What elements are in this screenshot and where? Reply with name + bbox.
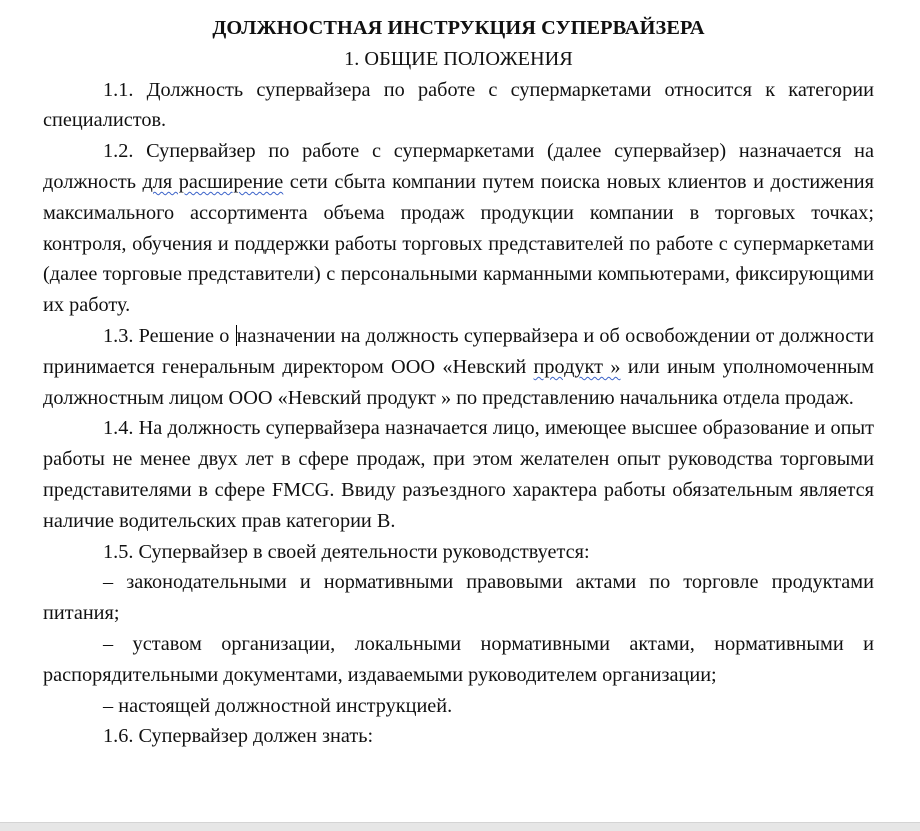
paragraph-1-2-end: сети сбыта компании путем поиска новых клиентов и достижения максимального ассортимента объема продаж продукции компании в торговых точках; контроля, обучения и поддержки работы торговых представителей по работе с супермаркетами (далее торговые представители) с персональными карманными компьютерами, фиксирующими их работу. <box>43 170 874 317</box>
list-item: – законодательными и нормативными правовыми актами по торговле продуктами питания; <box>43 571 874 625</box>
paragraph-1-2-start: 1.2. Супервайзер по работе с супермаркетами (далее супервайзер) назначается на должность <box>43 140 874 193</box>
paragraph-1-6: 1.6. Супервайзер должен знать: <box>103 725 374 748</box>
paragraph-1-2 <box>43 136 874 321</box>
paragraph-1-3 <box>43 321 874 413</box>
list-item: – настоящей должностной инструкцией. <box>103 694 453 717</box>
spellcheck-flag-company[interactable]: продукт » <box>533 355 621 378</box>
paragraph-1-1: 1.1. Должность супервайзера по работе с супермаркетами относится к категории специалистов. <box>43 78 874 132</box>
spellcheck-flag-phrase[interactable]: для расширение <box>142 170 284 193</box>
section-title: 1. ОБЩИЕ ПОЛОЖЕНИЯ <box>344 47 573 70</box>
paragraph-1-3-middle: назначении на должность супервайзера и об освобождении от должности принимается генеральным директором ООО «Невский <box>43 324 874 378</box>
paragraph-1-4: 1.4. На должность супервайзера назначается лицо, имеющее высшее образование и опыт работы не менее двух лет в сфере продаж, при этом желателен опыт руководства торговыми представителями в сфере FMCG. Ввиду разъездного характера работы обязательным является наличие водительских прав категории В. <box>43 417 874 532</box>
paragraph-1-5: 1.5. Супервайзер в своей деятельности руководствуется: <box>103 540 590 563</box>
document-body[interactable] <box>43 13 874 752</box>
paragraph-1-3-start: 1.3. Решение о <box>103 324 235 347</box>
list-item: – уставом организации, локальными нормативными актами, нормативными и распорядительными документами, издаваемыми руководителем организации; <box>43 632 874 686</box>
paragraph-1-3-end: или иным уполномоченным должностным лицом ООО «Невский продукт » по представлению начальника отдела продаж. <box>43 355 875 409</box>
document-title: ДОЛЖНОСТНАЯ ИНСТРУКЦИЯ СУПЕРВАЙЗЕРА <box>212 17 705 39</box>
